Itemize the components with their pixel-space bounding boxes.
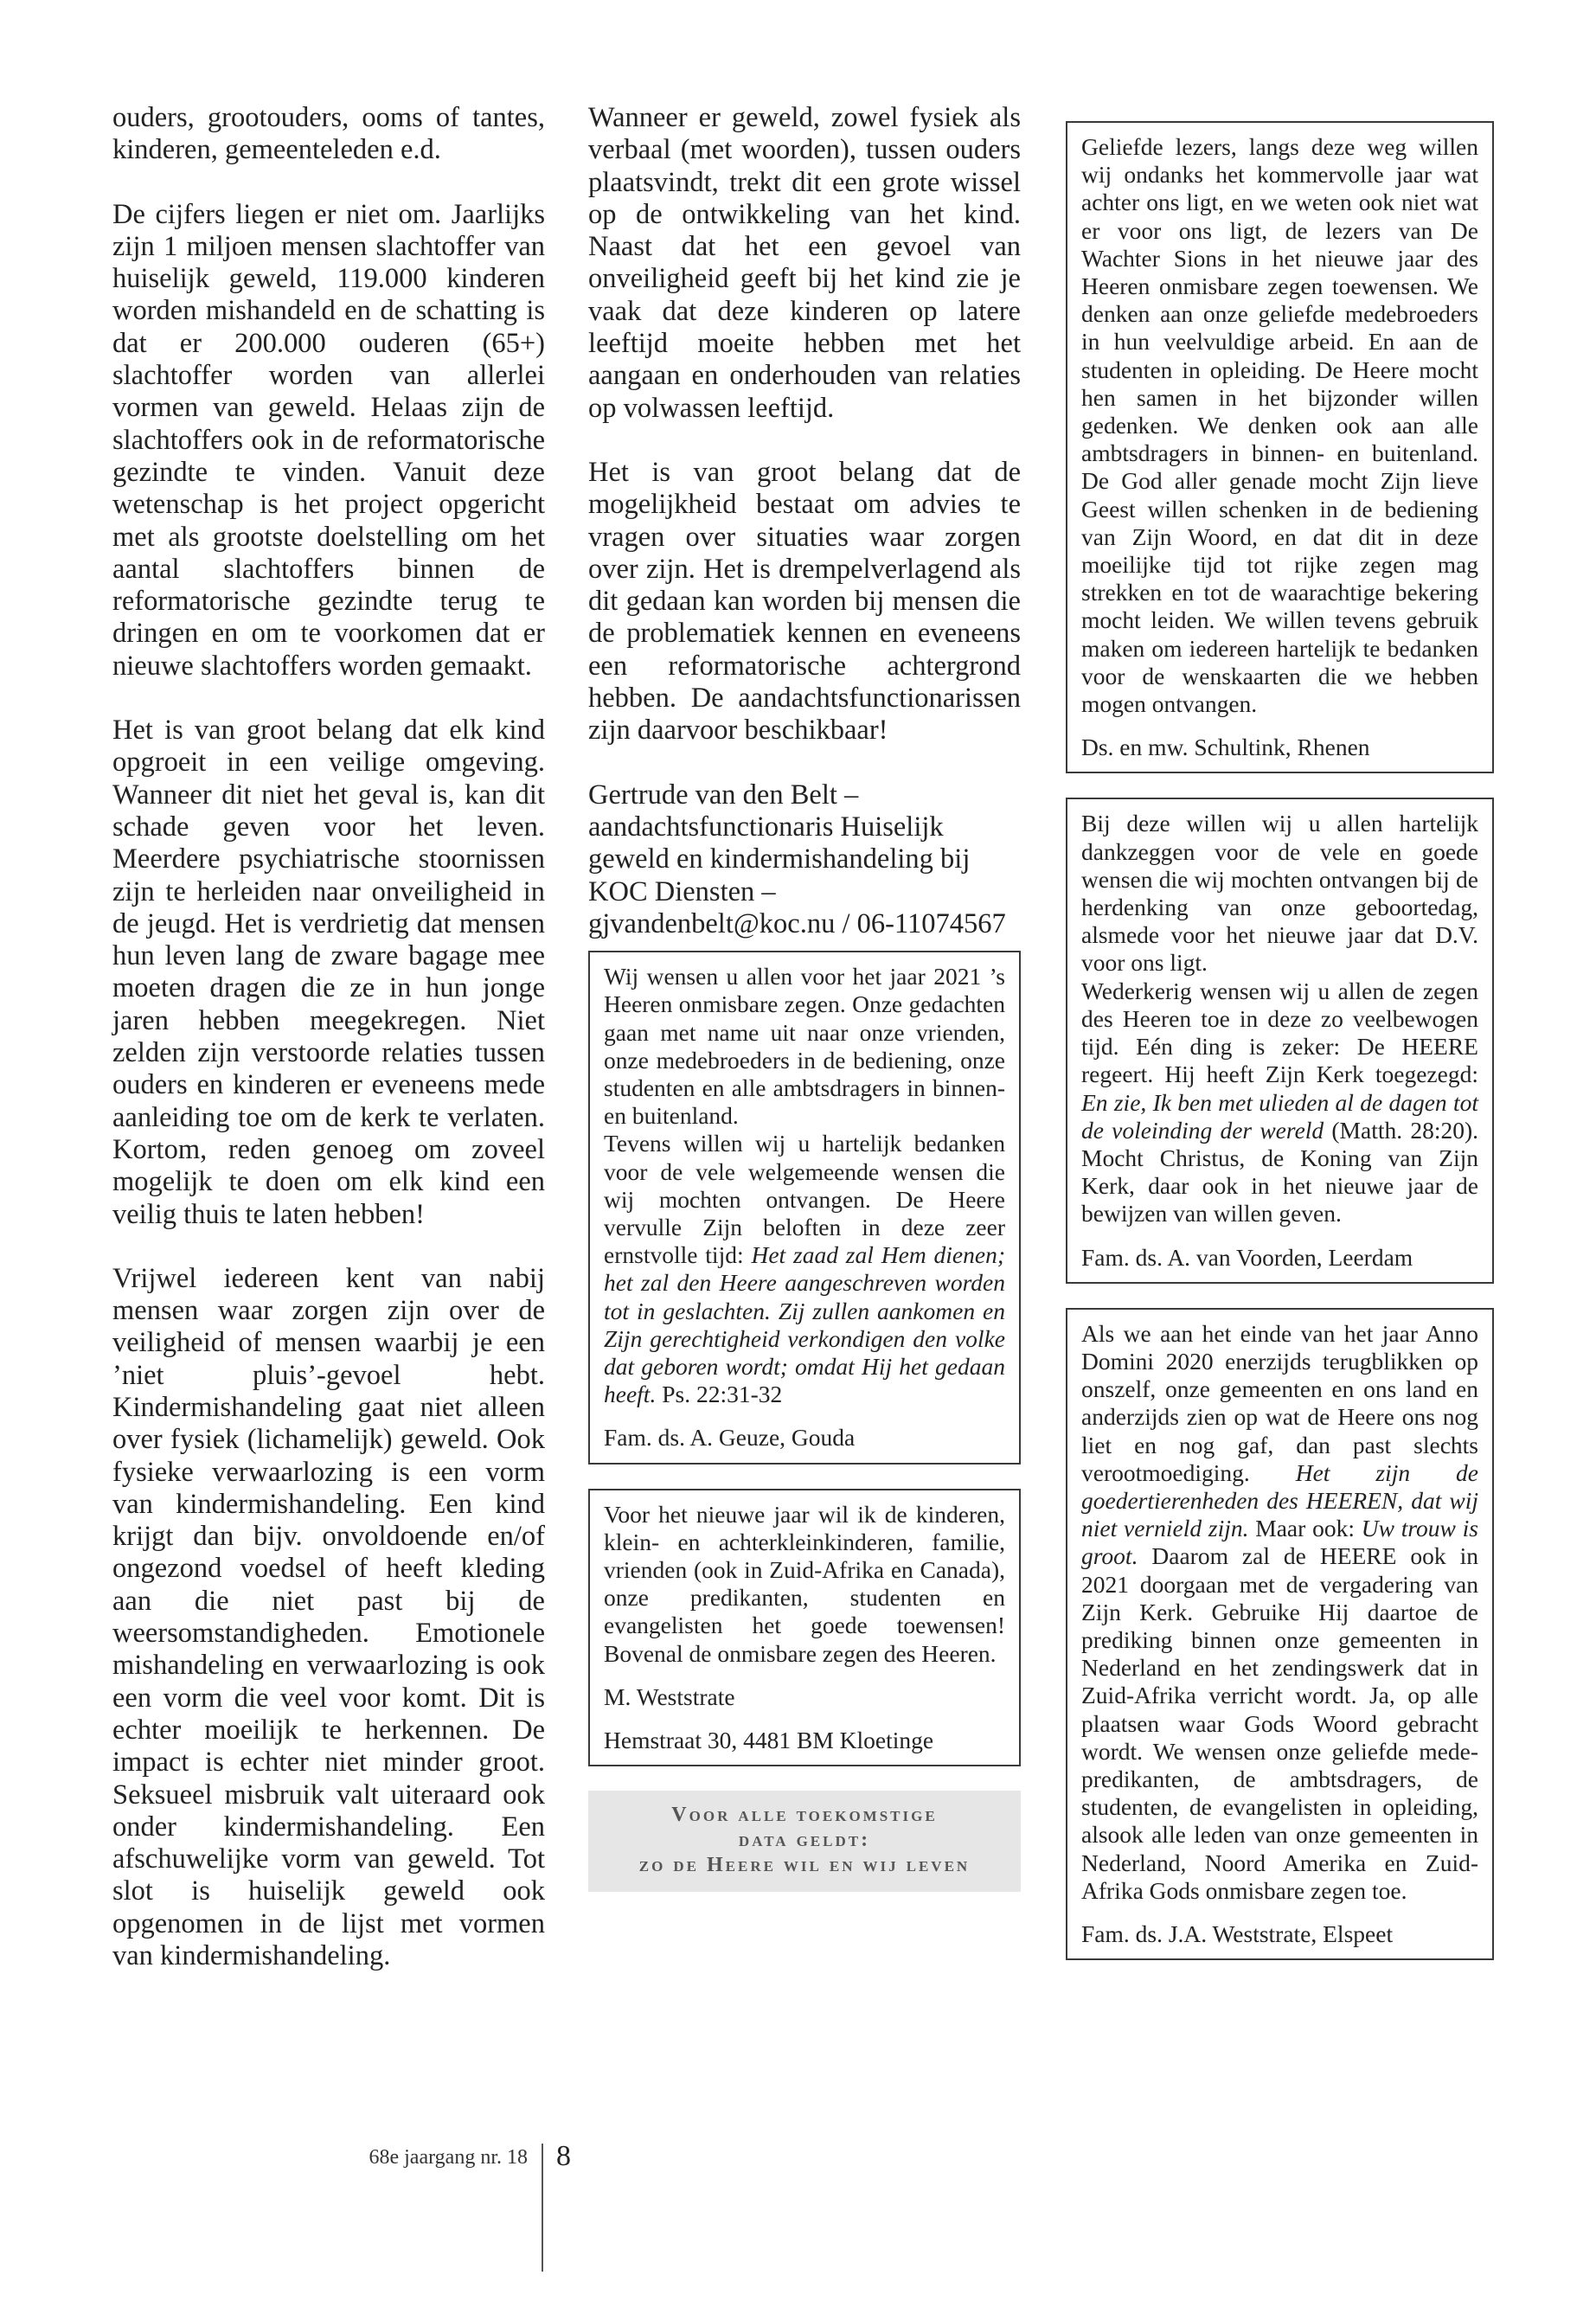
scripture-quote: Het zijn de goedertierenheden des HEEREN, dat wij niet vernield zijn. bbox=[1081, 1458, 1478, 1542]
article-paragraph: Vrijwel iedereen kent van nabij mensen waar zorgen zijn over de veiligheid of mensen waarbij je een ’niet pluis’-gevoel hebt. Kindermishandeling gaat niet alleen over fysiek (lichamelijk) geweld. Ook fysieke verwaarlozing is een vorm van kindermishandeling. Een kind krijgt dan bijv. onvoldoende en/of ongezond voedsel of heeft kleding aan die niet past bij de weersomstandigheden. Emotionele mishandeling en verwaarlozing is ook een vorm die veel voor komt. Dit is echter moeilijk te herkennen. De impact is echter niet minder groot. Seksueel misbruik valt uiteraard ook onder kindermishandeling. Een afschuwelijke vorm van geweld. Tot slot is huiselijk geweld ook opgenomen in de lijst met vormen van kindermishandeling. bbox=[112, 1262, 545, 1972]
greeting-text: Tevens willen wij u hartelijk bedanken voor de vele welgemeende wensen die wij mochten ontvangen. De Heere vervulle Zijn beloften in deze zeer ernstvolle tijd: Het zaad zal Hem dienen; het zal den Heere aangeschreven worden tot in geslachten. Zij zullen aankomen en Zijn gerechtigheid verkondigen den volke dat geboren wordt; omdat Hij het gedaan heeft. Ps. 22:31-32 bbox=[604, 1130, 1005, 1408]
greeting-signature: Fam. ds. J.A. Weststrate, Elspeet bbox=[1081, 1920, 1394, 1947]
greeting-text: Wederkerig wensen wij u allen de zegen des Heeren toe in deze zo veelbewogen tijd. Eén ding is zeker: De HEERE regeert. Hij heeft Zijn Kerk toegezegd: En zie, Ik ben met ulieden al de dagen tot de voleinding der wereld (Matth. 28:20). Mocht Christus, de Koning van Zijn Kerk, daar ook in het nieuwe jaar de bewijzen van willen geven. bbox=[1081, 977, 1478, 1227]
greeting-text: Bij deze willen wij u allen hartelijk dankzeggen voor de vele en goede wensen die wij mochten ontvangen bij de herdenking van onze geboortedag, alsmede voor het nieuwe jaar dat D.V. voor ons ligt. bbox=[1081, 810, 1478, 977]
greeting-box-geuze bbox=[588, 951, 1021, 1464]
article-paragraph: De cijfers liegen er niet om. Jaarlijks zijn 1 miljoen mensen slachtoffer van huiselijk geweld, 119.000 kinderen worden mishandeld en de schatting is dat er 200.000 ouderen (65+) slachtoffer worden van allerlei vormen van geweld. Helaas zijn de slachtoffers ook in de reformatorische gezindte te vinden. Vanuit deze wetenschap is het project opgericht met als grootste doelstelling om het aantal slachtoffers binnen de reformatorische gezindte terug te dringen en om te voorkomen dat er nieuwe slachtoffers worden gemaakt. bbox=[112, 198, 545, 682]
greeting-box-van-voorden bbox=[1066, 798, 1494, 1283]
greeting-text: Als we aan het einde van het jaar Anno Domini 2020 enerzijds terugblikken op onszelf, onze gemeenten en ons land en anderzijds zien op wat de Heere ons nog liet en nog gaf, dan past slechts verootmoediging. Het zijn de goedertierenheden des HEEREN, dat wij niet vernield zijn. Maar ook: Uw trouw is groot. Daarom zal de HEERE ook in 2021 doorgaan met de vergadering van Zijn Kerk. Gebruike Hij daartoe de prediking binnen onze gemeenten in Nederland en het zendingswerk dat in Zuid-Afrika verricht wordt. Ja, op alle plaatsen waar Gods Woord gebracht wordt. We wensen onze geliefde mede-predikanten, de ambtsdragers, de studenten, de evangelisten in opleiding, alsook alle leden van onze gemeenten in Nederland, Noord Amerika en Zuid-Afrika Gods onmisbare zegen toe. bbox=[1081, 1319, 1478, 1904]
greeting-box-weststrate-m bbox=[588, 1489, 1021, 1767]
article-paragraph: Het is van groot belang dat de mogelijkheid bestaat om advies te vragen over situaties waar zorgen over zijn. Het is drempelverlagend als dit gedaan kan worden bij mensen die de problematiek kennen en eveneens een reformatorische achtergrond hebben. De aandachtsfunctionarissen zijn daarvoor beschikbaar! bbox=[588, 456, 1021, 747]
footer-divider bbox=[542, 2144, 543, 2272]
article-paragraph: Het is van groot belang dat elk kind opgroeit in een veilige omgeving. Wanneer dit niet het geval is, kan dit schade geven voor het leven. Meerdere psychiatrische stoornissen zijn te herleiden naar onveiligheid in de jeugd. Het is verdrietig dat mensen hun leven lang de zware bagage mee moeten dragen die ze in hun jonge jaren hebben meegekregen. Niet zelden zijn verstoorde relaties tussen ouders en kinderen er eveneens mede aanleiding toe om de kerk te verlaten. Kortom, reden genoeg om zoveel mogelijk te doen om elk kind een veilig thuis te laten hebben! bbox=[112, 715, 545, 1230]
article-paragraph: ouders, grootouders, ooms of tantes, kinderen, gemeenteleden e.d. bbox=[112, 102, 545, 166]
greeting-signature: Fam. ds. A. van Voorden, Leerdam bbox=[1081, 1243, 1413, 1271]
contact-paragraph: Gertrude van den Belt – aandachtsfunctionaris Huiselijk geweld en kindermishandeling bij KOC Diensten – gjvandenbelt@koc.nu / 06-11074567 bbox=[588, 779, 1006, 939]
greeting-signature: Fam. ds. A. Geuze, Gouda bbox=[604, 1424, 856, 1452]
issue-label: 68e jaargang nr. 18 bbox=[369, 2146, 528, 2169]
greeting-address: Hemstraat 30, 4481 BM Kloetinge bbox=[604, 1727, 934, 1753]
greeting-signature: Ds. en mw. Schultink, Rhenen bbox=[1081, 734, 1370, 761]
greeting-box-weststrate-ja bbox=[1066, 1308, 1494, 1960]
deo-volente-banner: Voor alle toekomstige data geldt: zo de Heere wil en wij leven bbox=[588, 1791, 1021, 1892]
greeting-text: Wij wensen u allen voor het jaar 2021 ’s Heeren onmisbare zegen. Onze gedachten gaan met name uit naar onze vrienden, onze medebroeders in de bediening, onze studenten en alle ambtsdragers in binnen- en buitenland. bbox=[604, 963, 1005, 1130]
column-left bbox=[112, 102, 545, 2004]
column-middle bbox=[588, 102, 1021, 1892]
page-number: 8 bbox=[556, 2140, 571, 2172]
scripture-quote: Het zaad zal Hem dienen; het zal den Heere aangeschreven worden tot in geslachten. Zij zullen aankomen en Zijn gerechtigheid verkondigen den volke dat geboren wordt; omdat Hij het gedaan heeft. bbox=[604, 1241, 1005, 1408]
scripture-quote: En zie, Ik ben met ulieden al de dagen tot de voleinding der wereld bbox=[1081, 1088, 1478, 1144]
greeting-text: Voor het nieuwe jaar wil ik de kinderen, klein- en achterkleinkinderen, familie, vrienden (ook in Zuid-Afrika en Canada), onze predikanten, studenten en evangelisten het goede toewensen! Bovenal de onmisbare zegen des Heeren. bbox=[604, 1500, 1005, 1667]
article-paragraph: Wanneer er geweld, zowel fysiek als verbaal (met woorden), tussen ouders plaatsvindt, trekt dit een grote wissel op de ontwikkeling van het kind. Naast dat het een gevoel van onveiligheid geeft bij het kind zie je vaak dat deze kinderen op latere leeftijd moeite hebben met het aangaan en onderhouden van relaties op volwassen leeftijd. bbox=[588, 102, 1021, 424]
greeting-text: Geliefde lezers, langs deze weg willen wij ondanks het kommervolle jaar wat achter ons ligt, en we weten ook niet wat er voor ons ligt, de lezers van De Wachter Sions in het nieuwe jaar des Heeren onmisbare zegen toewensen. We denken aan onze geliefde medebroeders in hun veelvuldige arbeid. En aan de studenten in opleiding. De Heere mocht hen samen in het bijzonder willen gedenken. We denken ook aan alle ambtsdragers in binnen- en buitenland. De God aller genade mocht Zijn lieve Geest willen schenken in de bediening van Zijn Woord, en dat dit in deze moeilijke tijd tot rijke zegen mag strekken en tot de waarachtige bekering mocht leiden. We willen tevens gebruik maken om iedereen hartelijk te bedanken voor de wenskaarten die we hebben mogen ontvangen. bbox=[1081, 133, 1478, 718]
greeting-box-schultink bbox=[1066, 121, 1494, 773]
scripture-quote: Uw trouw is groot. bbox=[1081, 1515, 1478, 1570]
column-right bbox=[1066, 121, 1494, 1984]
greeting-signature: M. Weststrate bbox=[604, 1682, 735, 1710]
